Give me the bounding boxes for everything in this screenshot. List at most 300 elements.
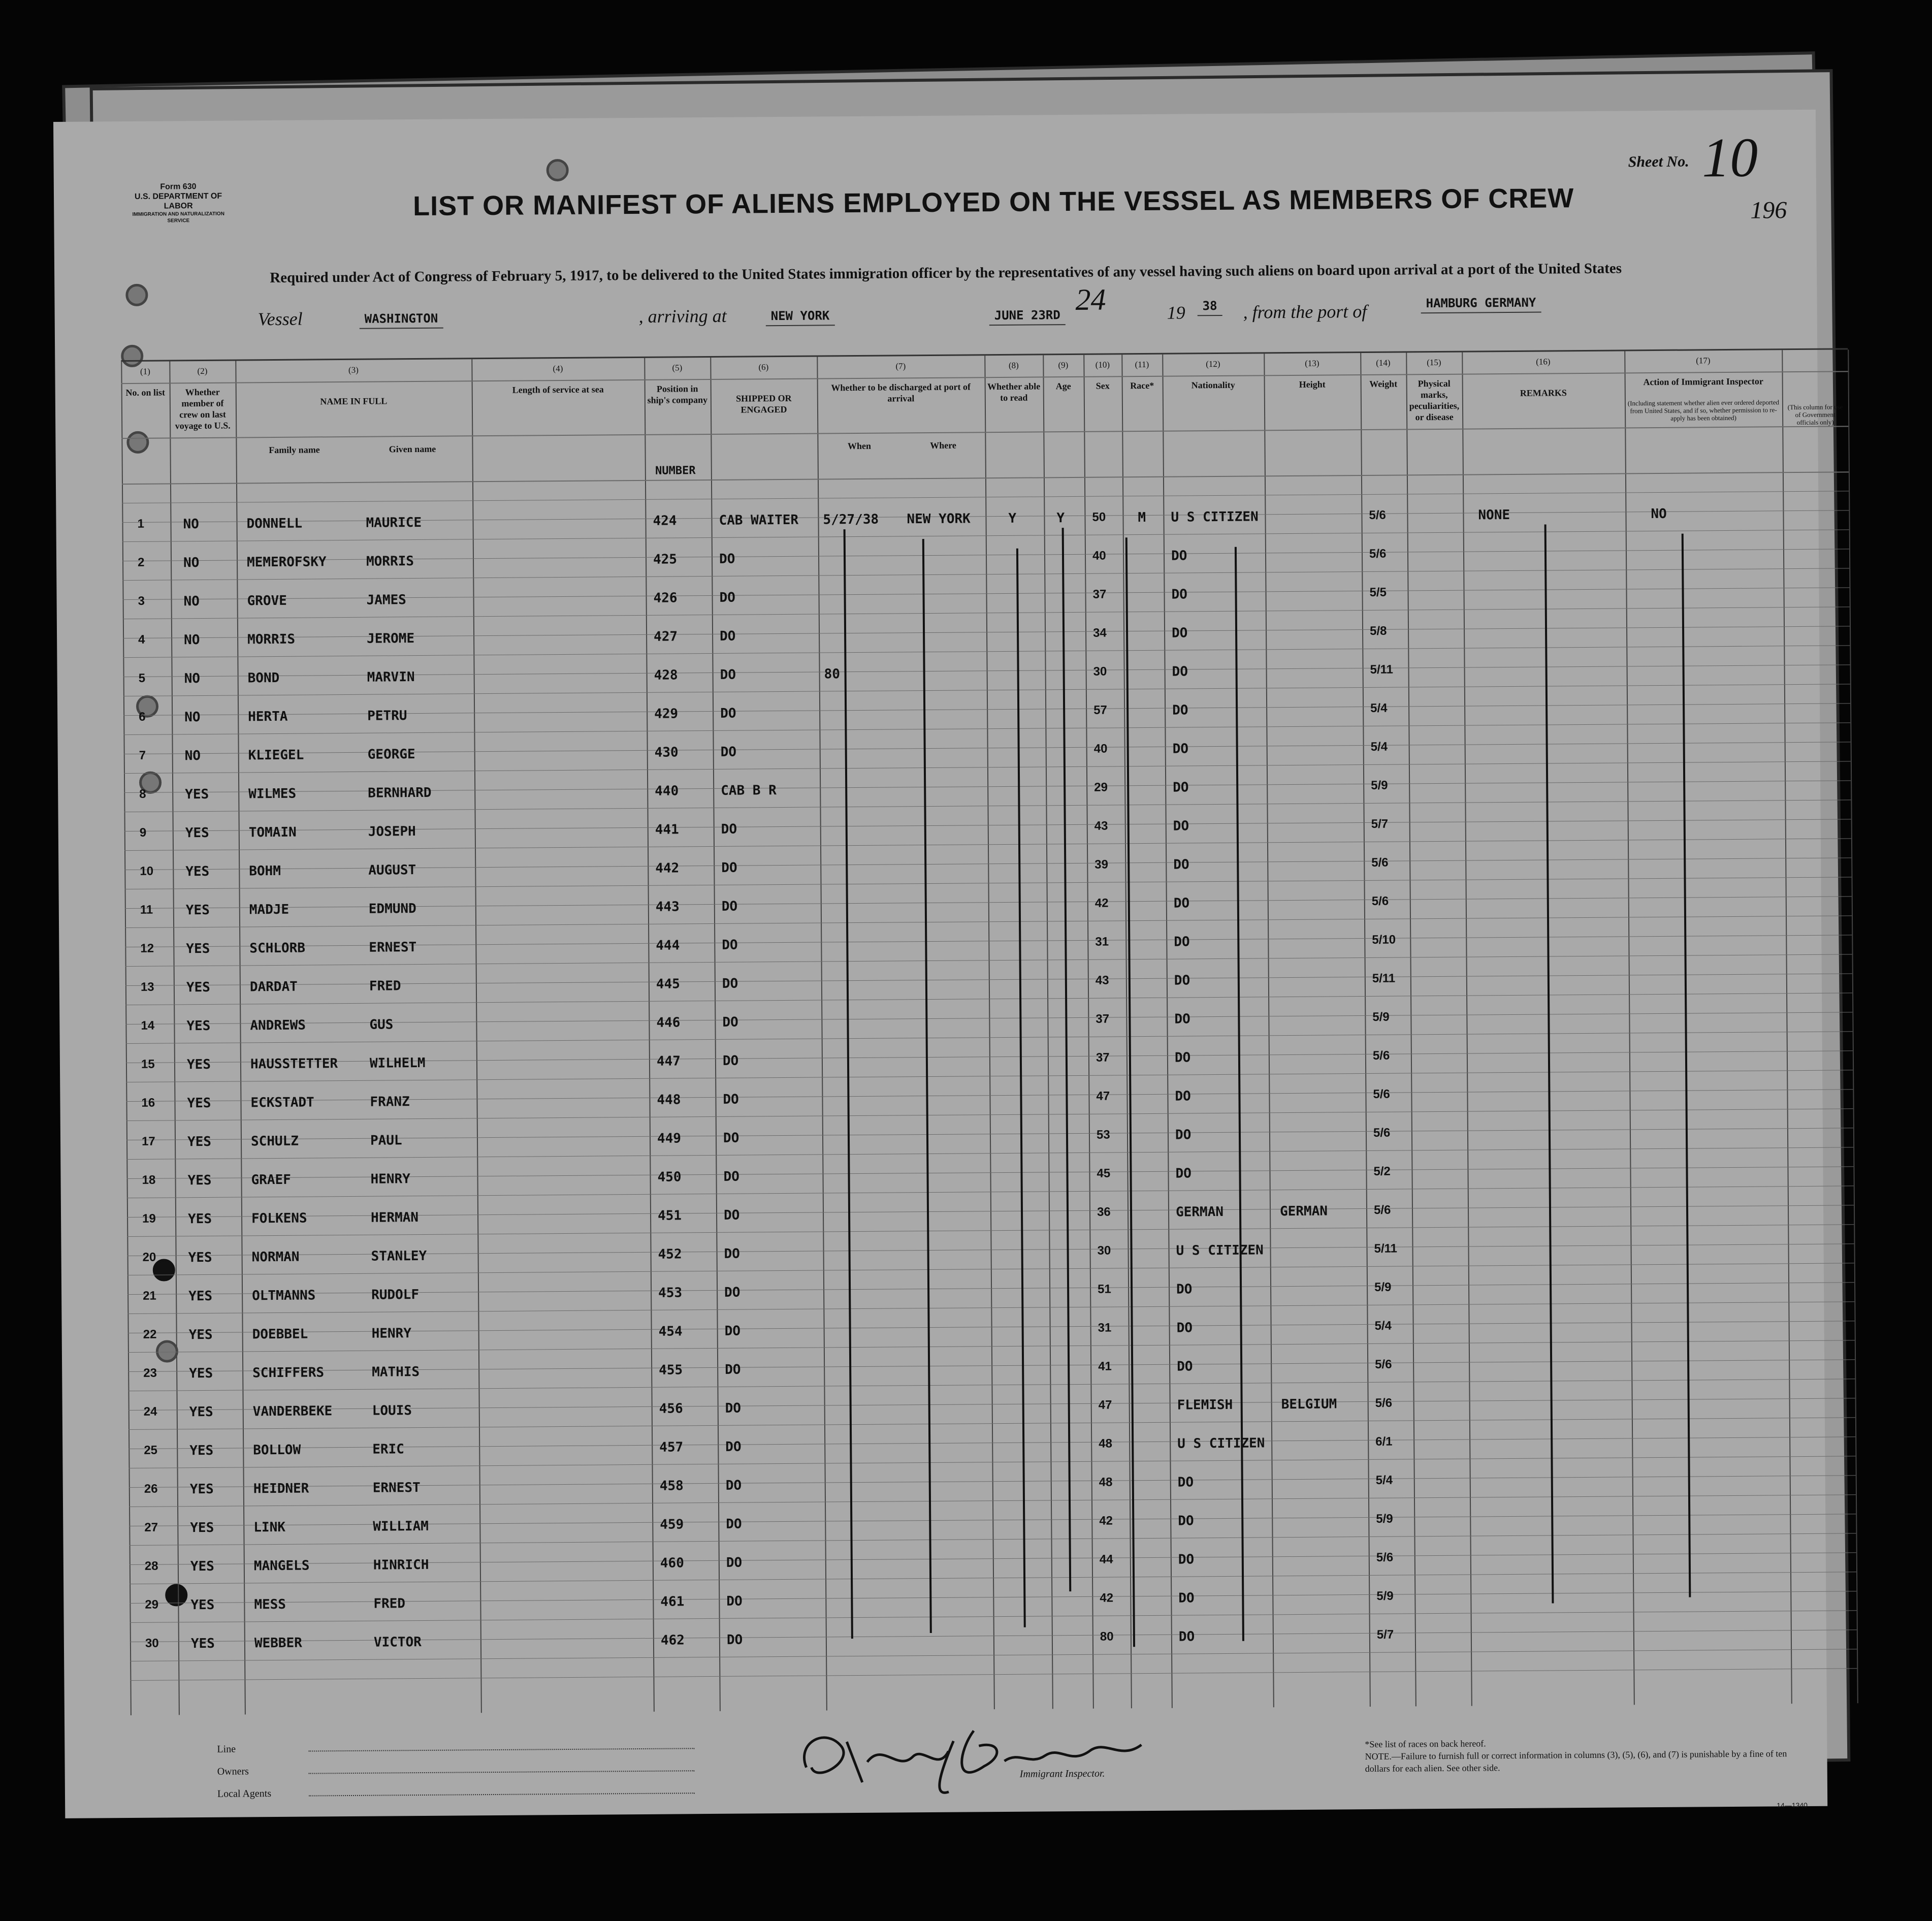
column-rule xyxy=(1462,353,1472,1706)
cell-service-number: 455 xyxy=(659,1362,683,1378)
column-number: (12) xyxy=(1206,359,1220,369)
cell-family-name: SCHULZ xyxy=(250,1133,299,1149)
cell-position: DO xyxy=(723,1207,740,1223)
cell-crew-last-voyage: YES xyxy=(190,1636,215,1652)
cell-age: 30 xyxy=(1097,1243,1111,1258)
cell-given-name: WILLIAM xyxy=(373,1518,429,1534)
cell-height: 5/6 xyxy=(1373,1087,1390,1101)
cell-position: DO xyxy=(725,1400,742,1416)
cell-family-name: LINK xyxy=(253,1519,286,1535)
cell-race: DO xyxy=(1178,1552,1195,1567)
cell-race: DO xyxy=(1174,973,1190,988)
cell-family-name: BOND xyxy=(247,670,280,686)
ditto-line xyxy=(844,529,853,1639)
cell-height: 5/9 xyxy=(1374,1280,1392,1294)
cell-position: DO xyxy=(726,1555,743,1571)
cell-row-number: 23 xyxy=(143,1366,157,1380)
inspector-label: Immigrant Inspector. xyxy=(1019,1768,1105,1780)
cell-service-number: 425 xyxy=(653,552,678,567)
column-header: Whether member of crew on last voyage to U.S. xyxy=(175,387,231,431)
cell-position: DO xyxy=(722,976,738,991)
column-number: (16) xyxy=(1536,357,1551,367)
cell-position: DO xyxy=(719,628,736,644)
cell-row-number: 4 xyxy=(138,632,145,647)
column-header: Action of Immigrant Inspector xyxy=(1643,376,1763,388)
cell-row-number: 3 xyxy=(138,594,145,608)
cell-age: 36 xyxy=(1097,1205,1111,1219)
column-header: No. on list xyxy=(125,387,166,398)
cell-height: 5/9 xyxy=(1371,778,1388,792)
cell-position: DO xyxy=(723,1130,739,1146)
cell-race: DO xyxy=(1177,1359,1193,1374)
cell-given-name: GEORGE xyxy=(367,747,415,762)
cell-nationality: GERMAN xyxy=(1279,1203,1328,1220)
cell-shipped-where: NEW YORK xyxy=(907,511,971,527)
cell-position: DO xyxy=(725,1478,742,1493)
cell-physical-marks: NONE xyxy=(1478,507,1510,523)
cell-position: DO xyxy=(726,1593,743,1609)
cell-age: 37 xyxy=(1096,1050,1110,1065)
cell-age: 39 xyxy=(1094,857,1109,872)
ditto-line xyxy=(1016,549,1026,1627)
cell-race: DO xyxy=(1173,780,1189,795)
cell-crew-last-voyage: YES xyxy=(186,979,210,996)
crew-table xyxy=(121,348,1857,1715)
manifest-page xyxy=(53,110,1843,1818)
cell-age: 30 xyxy=(1093,664,1107,679)
sheet-number-value: 10 xyxy=(1701,126,1758,189)
cell-position: DO xyxy=(724,1246,740,1262)
cell-crew-last-voyage: YES xyxy=(185,825,209,841)
cell-height: 5/6 xyxy=(1376,1550,1394,1564)
cell-age: 37 xyxy=(1092,587,1107,601)
agents-label: Local Agents xyxy=(217,1788,272,1800)
cell-position: DO xyxy=(724,1285,740,1300)
cell-race: DO xyxy=(1172,741,1189,757)
cell-row-number: 8 xyxy=(139,787,146,801)
footer-fields xyxy=(217,1740,695,1811)
cell-service-number: 430 xyxy=(654,745,679,760)
cell-service-number: 457 xyxy=(659,1439,684,1455)
cell-height: 5/7 xyxy=(1376,1627,1394,1642)
cell-race: DO xyxy=(1178,1513,1194,1529)
cell-family-name: BOLLOW xyxy=(253,1442,301,1458)
cell-crew-last-voyage: YES xyxy=(189,1443,214,1459)
column-number: (9) xyxy=(1058,360,1069,370)
cell-crew-last-voyage: YES xyxy=(189,1481,214,1497)
cell-position: DO xyxy=(722,1053,739,1069)
cell-height: 5/6 xyxy=(1372,1048,1390,1063)
cell-service-number: 427 xyxy=(654,629,678,645)
service: IMMIGRATION AND NATURALIZATION SERVICE xyxy=(132,211,224,224)
cell-race: DO xyxy=(1173,857,1189,873)
column-number: (10) xyxy=(1095,360,1110,370)
column-header: REMARKS xyxy=(1520,388,1567,398)
cell-service-number: 447 xyxy=(656,1053,681,1069)
cell-crew-last-voyage: YES xyxy=(190,1597,215,1613)
column-rule xyxy=(984,356,995,1709)
cell-service-number: 460 xyxy=(660,1555,684,1571)
cell-height: 5/6 xyxy=(1375,1357,1392,1371)
punch-hole xyxy=(125,284,148,306)
column-header: Length of service at sea xyxy=(512,384,604,395)
year-prefix: 19 xyxy=(1167,302,1185,323)
cell-crew-last-voyage: NO xyxy=(184,748,201,764)
cell-position: DO xyxy=(720,744,737,760)
column-header: Race* xyxy=(1130,380,1154,391)
cell-position: DO xyxy=(719,590,735,605)
cell-service-number: 458 xyxy=(659,1478,684,1494)
cell-row-number: 25 xyxy=(144,1443,158,1457)
cell-height: 5/11 xyxy=(1372,971,1396,985)
inspector-signature xyxy=(786,1709,1152,1798)
cell-crew-last-voyage: NO xyxy=(183,517,199,532)
cell-race: U S CITIZEN xyxy=(1176,1242,1264,1259)
cell-race: DO xyxy=(1174,934,1190,950)
cell-given-name: LOUIS xyxy=(372,1403,412,1419)
cell-position: DO xyxy=(722,937,738,953)
cell-service-number: 444 xyxy=(656,938,680,953)
cell-family-name: ECKSTADT xyxy=(250,1095,314,1111)
cell-given-name: JEROME xyxy=(367,631,415,647)
column-number: (1) xyxy=(140,366,150,376)
column-number: (7) xyxy=(895,361,906,371)
cell-service-number: 452 xyxy=(658,1246,682,1262)
folio-number: 196 xyxy=(1750,197,1787,224)
cell-age: 42 xyxy=(1099,1514,1113,1528)
penalty-note: NOTE.—Failure to furnish full or correct information in columns (3), (5), (6), and (7) is punishable by a fine of ten dollars for each alien. See other side. xyxy=(1365,1748,1787,1774)
cell-position: DO xyxy=(721,860,737,876)
cell-row-number: 19 xyxy=(142,1211,156,1226)
column-rule xyxy=(1782,350,1792,1704)
column-rule xyxy=(121,362,132,1715)
cell-position: DO xyxy=(721,899,738,914)
cell-age: 50 xyxy=(1092,510,1106,524)
cell-able-to-read: Y xyxy=(1056,510,1065,526)
cell-height: 5/7 xyxy=(1371,817,1389,831)
cell-height: 5/6 xyxy=(1375,1396,1393,1410)
cell-given-name: ERIC xyxy=(372,1442,404,1457)
cell-position: DO xyxy=(721,821,737,837)
column-header: Age xyxy=(1055,381,1071,392)
cell-given-name: HERMAN xyxy=(370,1210,419,1226)
cell-remarks: NO xyxy=(1651,506,1667,522)
cell-age: 57 xyxy=(1093,703,1107,717)
cell-position: CAB B R xyxy=(721,783,777,798)
column-header: SHIPPED OR ENGAGED xyxy=(735,393,792,415)
cell-service-number: 454 xyxy=(658,1324,683,1339)
page-subtitle: Required under Act of Congress of February 5, 1917, to be delivered to the United States immigration officer by the representatives of any vessel having such aliens on board upon arrival at a port of the United States xyxy=(270,260,1622,286)
cell-age: 80 xyxy=(1100,1629,1114,1644)
cell-row-number: 24 xyxy=(143,1404,157,1419)
cell-row-number: 12 xyxy=(140,941,154,955)
cell-height: 5/4 xyxy=(1370,740,1388,754)
punch-hole xyxy=(546,159,569,181)
cell-row-number: 5 xyxy=(138,671,146,685)
cell-age: 40 xyxy=(1093,742,1108,756)
cell-height: 5/6 xyxy=(1371,894,1389,908)
cell-given-name: STANLEY xyxy=(371,1248,427,1264)
column-header: NAME IN FULL xyxy=(320,396,388,407)
inspector-note: (This column for use of Government officials only) xyxy=(1787,403,1843,427)
cell-position: DO xyxy=(719,551,735,567)
column-rule xyxy=(235,361,246,1714)
cell-age: 47 xyxy=(1098,1398,1112,1412)
column-rule xyxy=(1406,353,1416,1706)
column-number: (15) xyxy=(1427,357,1441,368)
cell-age: 29 xyxy=(1094,780,1108,794)
cell-height: 5/6 xyxy=(1373,1203,1391,1217)
cell-race: DO xyxy=(1178,1629,1195,1645)
cell-row-number: 6 xyxy=(139,710,146,724)
cell-given-name: GUS xyxy=(369,1017,394,1033)
sheet-number xyxy=(1628,125,1758,191)
cell-height: 6/1 xyxy=(1375,1434,1393,1449)
cell-row-number: 10 xyxy=(140,864,154,878)
cell-service-number: 461 xyxy=(660,1594,685,1610)
cell-service-number: 429 xyxy=(654,706,679,722)
cell-given-name: PETRU xyxy=(367,708,407,724)
column-header: Height xyxy=(1299,379,1326,390)
column-header: Whether to be discharged at port of arrival xyxy=(831,381,971,404)
cell-family-name: GROVE xyxy=(247,593,287,609)
cell-height: 5/2 xyxy=(1373,1164,1391,1178)
cell-nationality: BELGIUM xyxy=(1281,1396,1337,1413)
cell-given-name: FRED xyxy=(369,978,401,994)
column-header: Whether able to read xyxy=(987,381,1041,403)
cell-position: DO xyxy=(722,1014,738,1030)
column-number: (8) xyxy=(1008,360,1019,370)
cell-height: 5/6 xyxy=(1371,855,1389,870)
cell-crew-last-voyage: YES xyxy=(190,1520,214,1536)
cell-service-number: 428 xyxy=(654,667,678,683)
cell-race: DO xyxy=(1172,664,1188,680)
cell-height: 5/9 xyxy=(1376,1589,1394,1603)
cell-family-name: BOHM xyxy=(249,863,281,879)
cell-family-name: HEIDNER xyxy=(253,1481,309,1497)
cell-shipped-when: 80 xyxy=(824,666,841,682)
column-number: (13) xyxy=(1305,358,1319,368)
cell-crew-last-voyage: YES xyxy=(189,1404,213,1420)
cell-given-name: MAURICE xyxy=(366,515,422,531)
cell-given-name: ERNEST xyxy=(369,940,417,955)
cell-age: 45 xyxy=(1097,1166,1111,1180)
cell-service-number: 426 xyxy=(653,590,678,606)
cell-crew-last-voyage: YES xyxy=(187,1095,211,1111)
column-rule xyxy=(1264,354,1274,1707)
cell-service-number: 451 xyxy=(657,1208,682,1224)
cell-position: DO xyxy=(724,1323,741,1339)
cell-given-name: MARVIN xyxy=(367,669,415,685)
cell-given-name: MORRIS xyxy=(366,554,414,569)
cell-crew-last-voyage: YES xyxy=(185,786,209,803)
cell-crew-last-voyage: YES xyxy=(187,1211,212,1227)
column-header: Physical marks, peculiarities, or disease xyxy=(1409,378,1460,423)
cell-row-number: 17 xyxy=(141,1134,155,1148)
cell-service-number: 441 xyxy=(655,822,679,838)
from-port: HAMBURG GERMANY xyxy=(1421,296,1541,314)
cell-given-name: PAUL xyxy=(370,1133,402,1148)
cell-position: DO xyxy=(723,1169,739,1184)
column-header: Sex xyxy=(1096,380,1110,391)
cell-crew-last-voyage: YES xyxy=(185,863,210,880)
ditto-line xyxy=(1062,528,1072,1591)
cell-family-name: MEMEROFSKY xyxy=(246,554,327,570)
column-rule xyxy=(169,361,180,1715)
cell-service-number: 459 xyxy=(660,1517,684,1532)
cell-row-number: 22 xyxy=(143,1327,157,1341)
cell-given-name: HENRY xyxy=(371,1326,412,1341)
cell-given-name: FRED xyxy=(373,1596,406,1612)
cell-race: DO xyxy=(1176,1282,1193,1297)
cell-family-name: MADJE xyxy=(249,902,289,918)
cell-height: 5/9 xyxy=(1376,1512,1393,1526)
cell-family-name: KLIEGEL xyxy=(248,747,304,763)
cell-position: DO xyxy=(725,1439,742,1455)
cell-position: DO xyxy=(720,667,736,683)
cell-service-number: 442 xyxy=(655,860,680,876)
column-rule xyxy=(1624,351,1635,1705)
cell-position: DO xyxy=(725,1362,741,1378)
cell-shipped-when: 5/27/38 xyxy=(823,511,879,528)
cell-given-name: WILHELM xyxy=(369,1055,426,1071)
from-label: , from the port of xyxy=(1243,301,1367,323)
cell-given-name: JAMES xyxy=(366,592,406,608)
cell-family-name: SCHLORB xyxy=(249,940,306,956)
cell-family-name: NORMAN xyxy=(251,1249,300,1265)
cell-row-number: 7 xyxy=(139,748,146,762)
cell-height: 5/5 xyxy=(1369,585,1387,599)
column-number: (17) xyxy=(1696,356,1711,366)
cell-given-name: FRANZ xyxy=(370,1094,410,1110)
cell-discharged: Y xyxy=(1008,510,1017,526)
column-number: (11) xyxy=(1135,359,1149,370)
sheet-label: Sheet No. xyxy=(1628,153,1689,171)
cell-service-number: 456 xyxy=(659,1401,683,1417)
cell-race: DO xyxy=(1171,548,1187,564)
cell-race: DO xyxy=(1177,1475,1194,1490)
cell-row-number: 2 xyxy=(137,555,145,569)
vessel-line xyxy=(257,282,1731,344)
cell-race: DO xyxy=(1175,1088,1191,1104)
cell-height: 5/4 xyxy=(1375,1473,1393,1487)
cell-family-name: GRAEF xyxy=(251,1172,291,1188)
cell-height: 5/6 xyxy=(1369,508,1386,522)
cell-crew-last-voyage: YES xyxy=(186,941,210,957)
form-number: Form 630 xyxy=(160,182,197,191)
cell-race: U S CITIZEN xyxy=(1171,509,1259,525)
cell-race: DO xyxy=(1172,702,1188,718)
cell-crew-last-voyage: NO xyxy=(184,632,200,648)
cell-family-name: DONNELL xyxy=(246,516,303,532)
column-header: Nationality xyxy=(1191,379,1235,391)
cell-position: DO xyxy=(723,1092,739,1107)
form-code: 14—1340 xyxy=(1777,1801,1808,1810)
cell-height: 5/10 xyxy=(1372,933,1396,947)
cell-given-name: MATHIS xyxy=(372,1364,420,1380)
cell-service-number: 449 xyxy=(657,1131,682,1146)
column-number: (4) xyxy=(553,364,563,374)
cell-race: DO xyxy=(1173,895,1190,911)
cell-race: DO xyxy=(1171,587,1187,602)
races-note: *See list of races on back hereof. xyxy=(1365,1738,1486,1750)
cell-family-name: MORRIS xyxy=(247,631,296,648)
column-number: (6) xyxy=(758,362,769,372)
cell-age: 48 xyxy=(1099,1436,1113,1451)
form-info xyxy=(125,182,232,225)
cell-sex: M xyxy=(1138,510,1146,526)
cell-height: 5/4 xyxy=(1374,1319,1392,1333)
cell-position: DO xyxy=(720,706,736,721)
number-label: NUMBER xyxy=(655,464,696,477)
cell-crew-last-voyage: NO xyxy=(183,555,200,571)
cell-family-name: HERTA xyxy=(248,709,288,725)
cell-age: 51 xyxy=(1098,1282,1111,1296)
ditto-line xyxy=(922,539,932,1633)
cell-crew-last-voyage: YES xyxy=(190,1558,214,1575)
cell-age: 43 xyxy=(1094,819,1108,833)
cell-age: 37 xyxy=(1096,1012,1110,1026)
cell-service-number: 424 xyxy=(653,513,677,529)
cell-row-number: 21 xyxy=(143,1289,156,1303)
cell-family-name: DOEBBEL xyxy=(252,1326,308,1342)
cell-family-name: MANGELS xyxy=(253,1558,310,1574)
line-field xyxy=(308,1748,694,1751)
cell-given-name: HENRY xyxy=(370,1171,410,1187)
cell-age: 48 xyxy=(1099,1475,1113,1489)
cell-height: 5/11 xyxy=(1370,662,1394,677)
subheader-given: Given name xyxy=(389,443,436,455)
subheader-when: When xyxy=(847,440,872,452)
cell-crew-last-voyage: YES xyxy=(188,1250,212,1266)
cell-race: DO xyxy=(1174,1050,1191,1066)
cell-service-number: 453 xyxy=(658,1285,683,1301)
footer-note xyxy=(1365,1735,1801,1775)
cell-family-name: HAUSSTETTER xyxy=(250,1056,338,1072)
cell-row-number: 1 xyxy=(137,517,144,531)
cell-crew-last-voyage: YES xyxy=(186,1018,211,1034)
cell-age: 31 xyxy=(1098,1321,1112,1335)
cell-crew-last-voyage: YES xyxy=(189,1365,213,1382)
cell-given-name: VICTOR xyxy=(373,1635,422,1650)
cell-row-number: 18 xyxy=(142,1173,156,1187)
cell-given-name: BERNHARD xyxy=(368,785,432,801)
cell-age: 53 xyxy=(1096,1128,1110,1142)
agents-field xyxy=(309,1792,695,1796)
cell-position: DO xyxy=(726,1516,742,1532)
cell-race: DO xyxy=(1175,1127,1192,1143)
cell-height: 5/11 xyxy=(1374,1241,1398,1256)
arriving-port: NEW YORK xyxy=(766,308,835,326)
cell-height: 5/8 xyxy=(1369,624,1387,638)
department: U.S. DEPARTMENT OF LABOR xyxy=(134,191,222,211)
cell-race: DO xyxy=(1176,1320,1193,1336)
line-label: Line xyxy=(217,1743,236,1755)
cell-service-number: 440 xyxy=(655,783,679,799)
column-rule xyxy=(471,359,482,1713)
column-header: Position in ship's company xyxy=(647,383,708,405)
cell-race: U S CITIZEN xyxy=(1177,1435,1265,1452)
cell-service-number: 446 xyxy=(656,1015,681,1031)
page-title: LIST OR MANIFEST OF ALIENS EMPLOYED ON THE VESSEL AS MEMBERS OF CREW xyxy=(412,183,1574,222)
cell-family-name: SCHIFFERS xyxy=(252,1365,325,1381)
cell-service-number: 445 xyxy=(656,976,680,992)
cell-row-number: 13 xyxy=(140,980,154,994)
cell-crew-last-voyage: NO xyxy=(184,671,201,687)
column-number: (14) xyxy=(1376,358,1391,368)
column-rule xyxy=(1043,355,1053,1709)
cell-row-number: 30 xyxy=(145,1636,159,1650)
